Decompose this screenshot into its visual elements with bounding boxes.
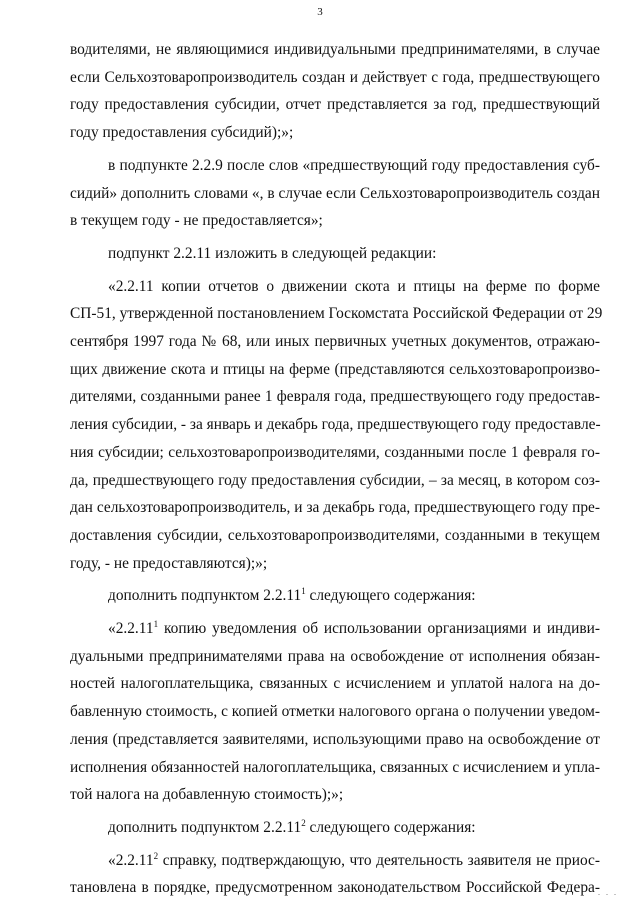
- text-line: если Сельхозтоваропроизводитель создан и действует с года, предшествующего: [70, 68, 600, 86]
- text-line: в подпункте 2.2.9 после слов «предшествующий году предоставления суб-: [108, 156, 600, 174]
- superscript: 1: [153, 618, 159, 629]
- text-line: сентября 1997 года № 68, или иных первичных учетных документов, отражаю-: [70, 333, 600, 351]
- text-line: ния субсидии; сельхозтоваропроизводителями, созданными после 1 февраля го-: [70, 443, 600, 461]
- text-line: ления субсидии, - за январь и декабрь года, предшествующего году предоставле-: [70, 416, 601, 434]
- text-line: водителями, не являющимися индивидуальными предпринимателями, в случае: [70, 41, 600, 58]
- text-line: щих движение скота и птицы на ферме (представляются сельхозтоваропроизво-: [70, 360, 600, 378]
- text-line: дополнить подпунктом 2.2.11$^2$ следующего содержания:: [108, 817, 476, 836]
- paragraph-3: [70, 240, 600, 268]
- superscript: 2: [153, 850, 159, 861]
- text-line: дителями, созданными ранее 1 февраля года, предшествующего году предостав-: [70, 388, 600, 406]
- text-line: сидий» дополнить словами «, в случае если Сельхозтоваропроизводитель создан: [70, 184, 600, 202]
- text-line: дополнить подпунктом 2.2.11$^1$ следующего содержания:: [108, 586, 476, 605]
- text-line: исполнения обязанностей налогоплательщика, связанных с исчислением и упла-: [70, 758, 600, 776]
- text-line: «2.2.11$^2$ справку, подтверждающую, что деятельность заявителя не приос-: [108, 850, 600, 869]
- page-number: 3: [317, 6, 323, 18]
- text-line: «2.2.11$^1$ копию уведомления об использовании организациями и индиви-: [108, 618, 600, 638]
- document-body: [70, 36, 603, 902]
- text-line: бавленную стоимость, с копией отметки налогового органа о получении уведом-: [70, 703, 601, 721]
- text-line: да, предшествующего году предоставления субсидии, – за месяц, в котором соз-: [70, 471, 600, 489]
- text-line: дуальными предпринимателями права на освобождение от исполнения обязан-: [70, 647, 600, 665]
- text-line: тановлена в порядке, предусмотренном законодательством Российской Федера-: [70, 879, 600, 897]
- superscript: 1: [301, 586, 306, 597]
- paragraph-7: [70, 814, 600, 842]
- text-line: году, - не предоставляются);»;: [70, 554, 268, 572]
- text-line: году предоставления субсидий);»;: [70, 124, 294, 142]
- paragraph-6: [70, 615, 600, 809]
- paragraph-5: [70, 582, 600, 610]
- text-line: подпункт 2.2.11 изложить в следующей редакции:: [108, 244, 437, 262]
- scan-marks: . . .: [598, 888, 618, 897]
- text-line: доставления субсидии, сельхозтоваропроизводителями, созданными в текущем: [70, 526, 600, 544]
- text-line: в текущем году - не предоставляется»;: [70, 212, 323, 230]
- text-line: ления (представляется заявителями, использующими право на освобождение от: [70, 730, 600, 748]
- superscript: 2: [301, 817, 306, 828]
- text-line: «2.2.11 копии отчетов о движении скота и птицы на ферме по форме: [108, 277, 600, 295]
- paragraph-4: [70, 273, 603, 578]
- paragraph-1: [70, 36, 600, 147]
- paragraph-8: [70, 847, 600, 902]
- text-line: ностей налогоплательщика, связанных с исчислением и уплатой налога на до-: [70, 675, 600, 693]
- text-line: дан сельхозтоваропроизводитель, и за декабрь года, предшествующего году пре-: [70, 499, 600, 517]
- text-line: году предоставления субсидии, отчет представляется за год, предшествующий: [70, 96, 600, 114]
- paragraph-2: [70, 152, 600, 235]
- text-line: СП-51, утвержденной постановлением Госкомстата Российской Федерации от 29: [70, 305, 603, 323]
- text-line: той налога на добавленную стоимость);»;: [70, 786, 344, 804]
